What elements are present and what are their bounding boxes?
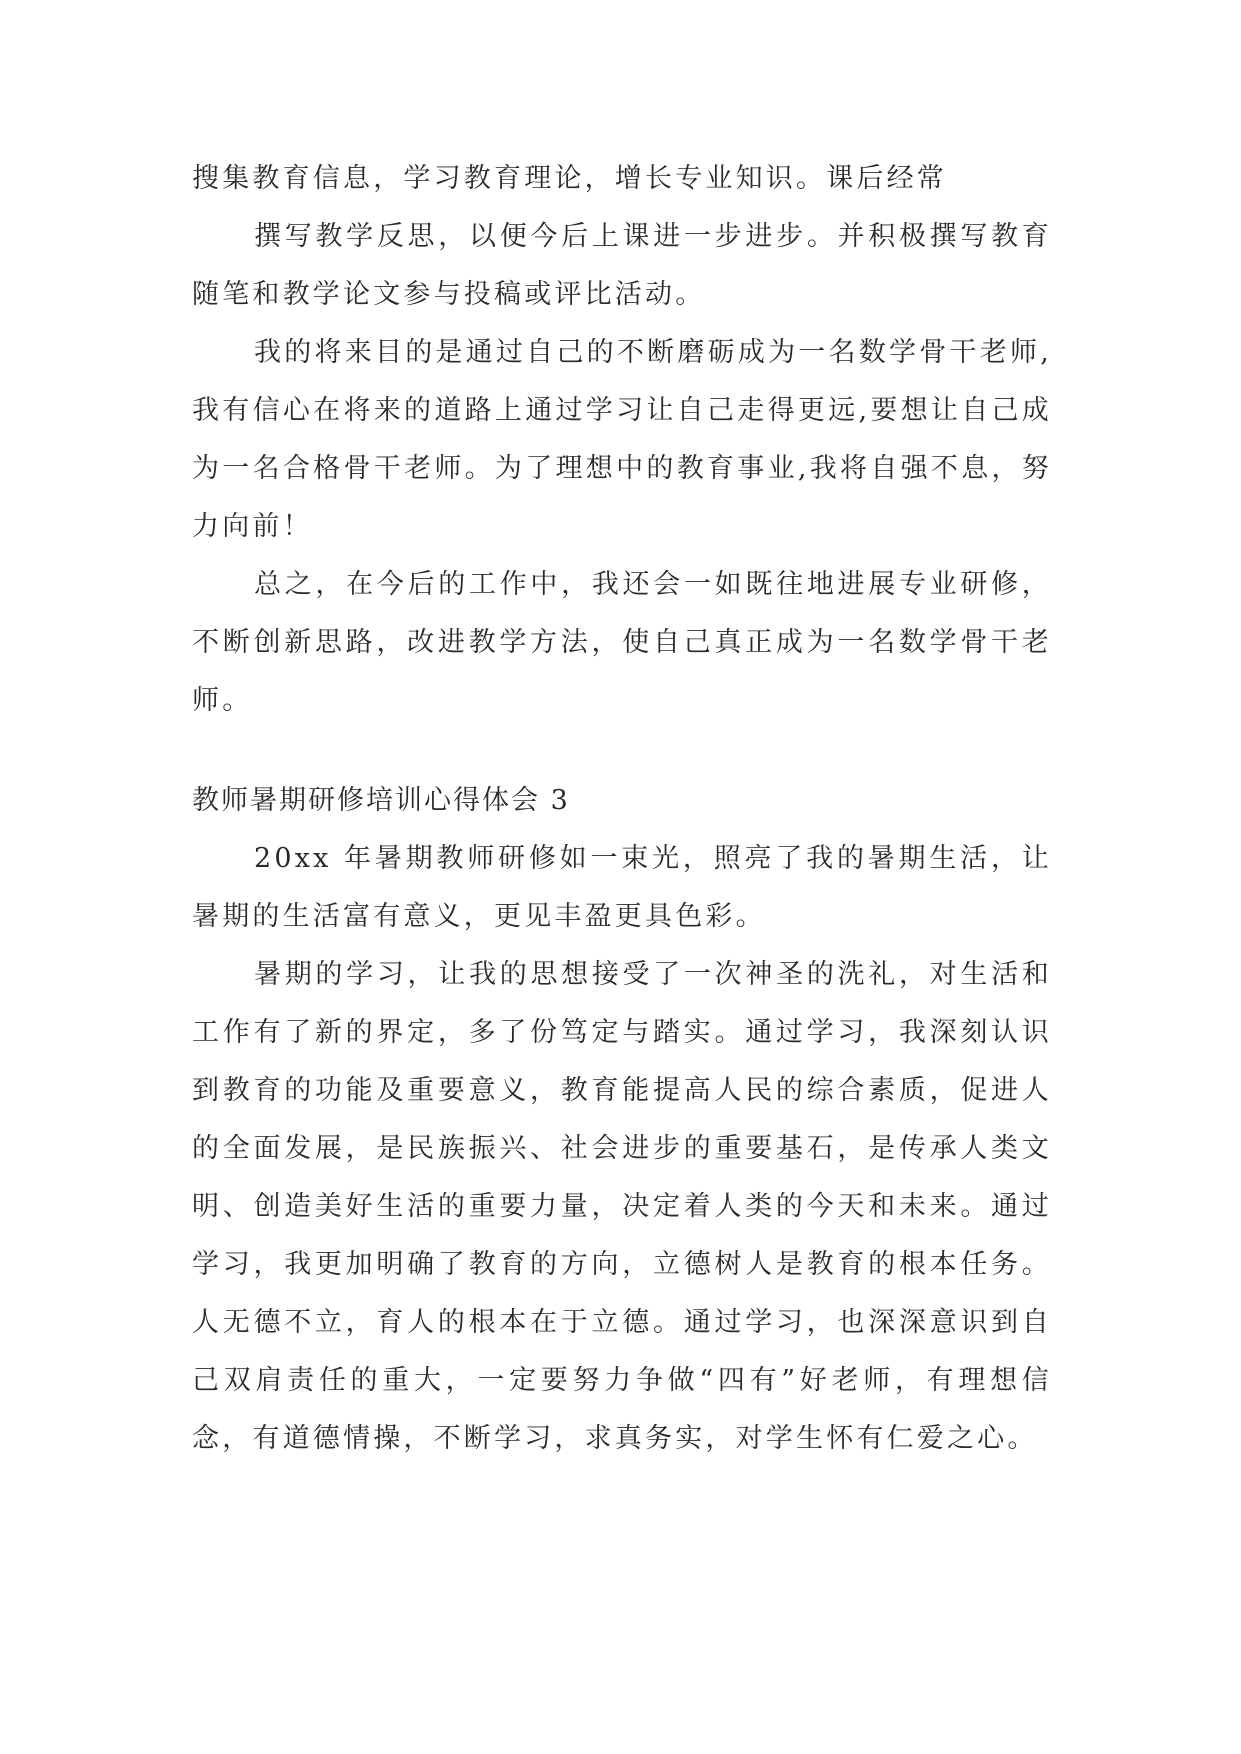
paragraph: 总之，在今后的工作中，我还会一如既往地进展专业研修，不断创新思路，改进教学方法，使自己真正成为一名数学骨干老师。 [192, 569, 1052, 716]
paragraph: 我的将来目的是通过自己的不断磨砺成为一名数学骨干老师,我有信心在将来的道路上通过学习让自己走得更远,要想让自己成为一名合格骨干老师。为了理想中的教育事业,我将自强不息，努力向前！ [192, 337, 1052, 542]
section-heading: 教师暑期研修培训心得体会 3 [192, 785, 570, 816]
paragraph: 暑期的学习，让我的思想接受了一次神圣的洗礼，对生活和工作有了新的界定，多了份笃定与踏实。通过学习，我深刻认识到教育的功能及重要意义，教育能提高人民的综合素质，促进人的全面发展，是民族振兴、社会进步的重要基石，是传承人类文明、创造美好生活的重要力量，决定着人类的今天和未来。通过学习，我更加明确了教育的方向，立德树人是教育的根本任务。人无德不立，育人的根本在于立德。通过学习，也深深意识到自己双肩责任的重大，一定要努力争做“四有”好老师，有理想信念，有道德情操，不断学习，求真务实，对学生怀有仁爱之心。 [192, 959, 1052, 1454]
paragraph: 撰写教学反思，以便今后上课进一步进步。并积极撰写教育随笔和教学论文参与投稿或评比活动。 [192, 221, 1052, 310]
paragraph: 搜集教育信息，学习教育理论，增长专业知识。课后经常 [192, 163, 947, 194]
paragraph: 20xx 年暑期教师研修如一束光，照亮了我的暑期生活，让暑期的生活富有意义，更见丰盈更具色彩。 [192, 843, 1052, 932]
document-page [192, 150, 1052, 1468]
